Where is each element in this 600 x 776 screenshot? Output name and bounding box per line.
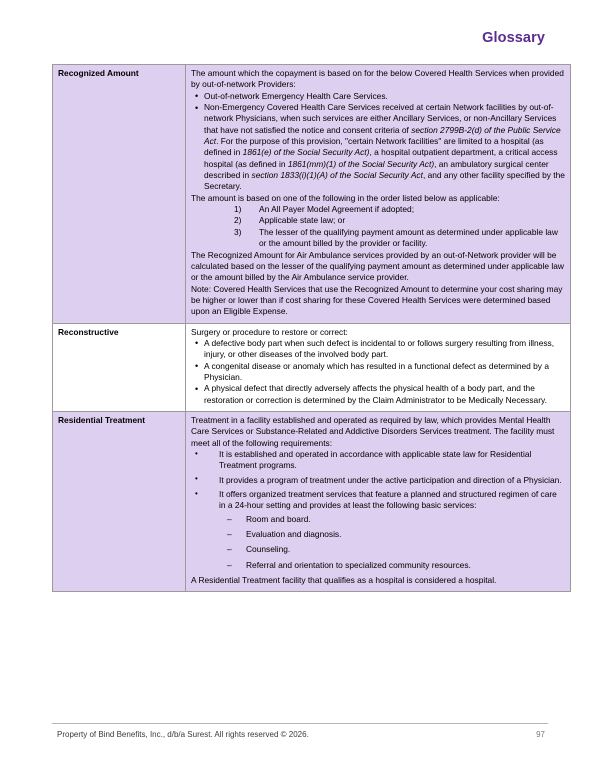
page-title: Glossary: [482, 30, 545, 46]
glossary-term: Reconstructive: [53, 323, 186, 411]
list-item: [219, 514, 565, 525]
list-item-text-part: , a hospital outpatient department, a critical access hospital (as defined in: [204, 147, 558, 169]
list-item: [191, 489, 565, 571]
footer-divider: [52, 723, 548, 724]
list-item-text-part: , and any other facility specified by the Secretary.: [204, 170, 565, 192]
definition-bullet-list: [191, 449, 565, 571]
list-item-text: A congenital disease or anomaly which has resulted in a functional defect as determined by a Physician.: [204, 360, 549, 382]
list-item-text: Evaluation and diagnosis.: [246, 529, 342, 540]
legal-citation: 1861(e) of the Social Security Act): [242, 147, 370, 158]
list-item-text: A defective body part when such defect is incidental to or follows surgery resulting from illness, injury, or other diseases of the involved body part.: [204, 337, 555, 360]
list-item-text: Referral and orientation to specialized community resources.: [246, 559, 471, 570]
list-item-text-part: . For the purpose of this provision, "certain Network facilities" are limited to a hospital (as defined in: [204, 136, 544, 158]
definition-intro: The amount which the copayment is based on for the below Covered Health Services when provided by out-of-network Providers:: [191, 68, 564, 90]
list-item-text: A physical defect that directly adversely affects the physical health of a body part, and the restoration or correction is determined by the Claim Administrator to be Medically Necessary.: [204, 383, 547, 405]
glossary-table: [52, 64, 571, 592]
legal-citation: section 1833(i)(1)(A) of the Social Security Act: [251, 170, 423, 181]
list-item: [191, 361, 565, 384]
glossary-definition: [186, 65, 571, 324]
legal-citation: 1861(mm)(1) of the Social Security Act): [287, 158, 435, 169]
glossary-term: Recognized Amount: [53, 65, 186, 324]
list-item-text: Applicable state law; or: [259, 215, 346, 226]
list-item-text: Room and board.: [246, 513, 311, 524]
list-item-text: Out-of-network Emergency Health Care Services.: [204, 90, 388, 101]
list-item-number: 1): [234, 204, 242, 215]
table-row: [53, 411, 571, 591]
air-ambulance-paragraph: The Recognized Amount for Air Ambulance services provided by an out-of-Network provider will be calculated based on the lesser of the qualifying payment amount as determined under applicable law or the amount billed by the Air Ambulance service provider.: [191, 249, 564, 283]
list-item-text-part: , an ambulatory surgical center described in: [204, 158, 549, 181]
legal-citation: section 2799B-2(d) of the Public Service Act: [204, 124, 561, 147]
list-item-text: It offers organized treatment services that feature a planned and structured regimen of care in a 24-hour setting and provides at least the following basic services:: [219, 489, 557, 511]
list-item: [191, 215, 565, 226]
list-item-text-part: Non-Emergency Covered Health Care Services received at certain Network facilities by out-of-network Physicians, when such services are either Ancillary Services, or non-Ancillary Services that have not satisfied the notice and consent criteria of: [204, 102, 557, 135]
definition-intro: Surgery or procedure to restore or correct:: [191, 326, 348, 337]
list-item: [191, 91, 565, 102]
table-row: [53, 65, 571, 324]
sub-bullet-list: [219, 514, 565, 571]
list-item: [191, 227, 565, 250]
footer-page-number: 97: [536, 730, 545, 739]
list-item: [219, 560, 565, 571]
list-item: [191, 383, 565, 406]
list-item: [191, 475, 565, 486]
list-item: [191, 338, 565, 361]
footer-copyright: Property of Bind Benefits, Inc., d/b/a Surest. All rights reserved © 2026.: [57, 730, 309, 739]
list-item-text: Counseling.: [246, 544, 291, 555]
list-item-number: 3): [234, 226, 242, 237]
list-item: [219, 544, 565, 555]
definition-intro: Treatment in a facility established and operated as required by law, which provides Mental Health Care Services or Substance-Related and Addictive Disorders Services treatment. The facility must meet all of the following requirements:: [191, 414, 555, 448]
list-item: [191, 449, 565, 472]
list-item-text: It is established and operated in accordance with applicable state law for Residential Treatment programs.: [219, 449, 532, 471]
list-item-text: It provides a program of treatment under the active participation and direction of a Physician.: [219, 474, 562, 485]
closing-paragraph: A Residential Treatment facility that qualifies as a hospital is considered a hospital.: [191, 575, 497, 586]
order-intro: The amount is based on one of the following in the order listed below as applicable:: [191, 192, 500, 203]
list-item-number: 2): [234, 215, 242, 226]
glossary-definition: [186, 411, 571, 591]
list-item: [191, 204, 565, 215]
list-item-text: The lesser of the qualifying payment amount as determined under applicable law or the amount billed by the provider or facility.: [259, 226, 558, 249]
list-item-text: An All Payer Model Agreement if adopted;: [259, 204, 415, 215]
definition-bullet-list: [191, 91, 565, 193]
list-item: [219, 529, 565, 540]
glossary-term: Residential Treatment: [53, 411, 186, 591]
definition-bullet-list: [191, 338, 565, 406]
ordered-list: [191, 204, 565, 249]
table-row: [53, 323, 571, 411]
list-item: [191, 102, 565, 193]
note-paragraph: Note: Covered Health Services that use the Recognized Amount to determine your cost sharing may be higher or lower than if cost sharing for these Covered Health Services were determined based upon an Eligible Expense.: [191, 283, 563, 317]
glossary-definition: [186, 323, 571, 411]
